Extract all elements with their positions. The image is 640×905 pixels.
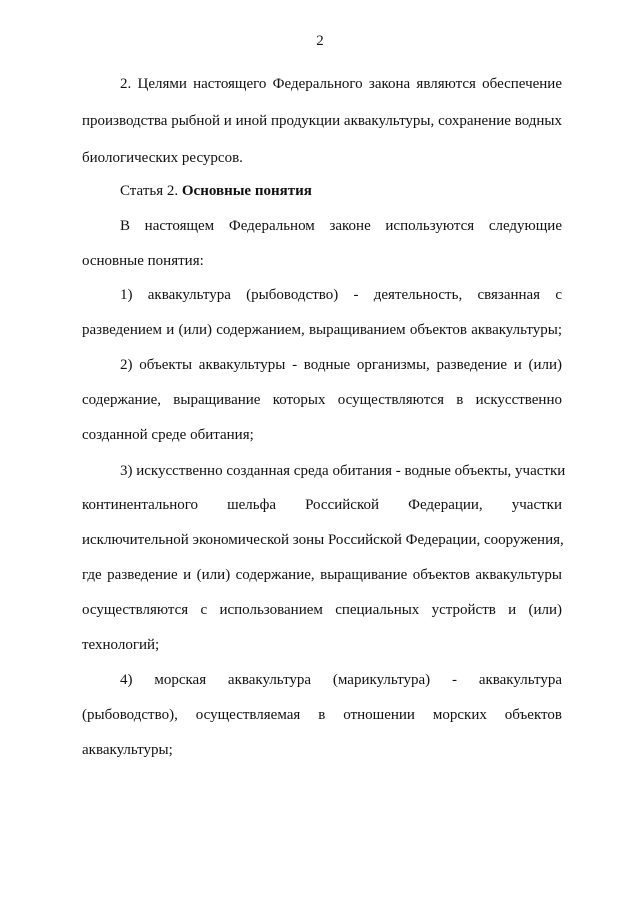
article-prefix: Статья 2. — [120, 183, 179, 199]
definition-line: где разведение и (или) содержание, выращивание объектов аквакультуры — [82, 567, 562, 583]
definition-line: (рыбоводство), осуществляемая в отношении морских объектов — [82, 707, 562, 723]
definition-line: содержание, выращивание которых осуществляются в искусственно — [82, 392, 562, 408]
article-title: Основные понятия — [181, 183, 312, 199]
definition-line: исключительной экономической зоны Российской Федерации, сооружения, — [82, 532, 564, 548]
definition-line: континентального шельфа Российской Федерации, участки — [82, 497, 562, 513]
definition-line: 3) искусственно созданная среда обитания - водные объекты, участки — [120, 463, 566, 479]
definition-line: 1) аквакультура (рыбоводство) - деятельность, связанная с — [120, 287, 562, 303]
page-number: 2 — [316, 33, 324, 49]
definition-line: 4) морская аквакультура (марикультура) - аквакультура — [120, 672, 562, 688]
paragraph-line: биологических ресурсов. — [82, 150, 243, 166]
definition-line: 2) объекты аквакультуры - водные организмы, разведение и (или) — [120, 357, 562, 373]
definition-line: разведением и (или) содержанием, выращиванием объектов аквакультуры; — [82, 322, 562, 338]
definition-line: созданной среде обитания; — [82, 427, 254, 443]
definition-line: технологий; — [82, 637, 160, 653]
paragraph-line: производства рыбной и иной продукции аквакультуры, сохранение водных — [82, 113, 562, 129]
paragraph-line: В настоящем Федеральном законе используются следующие — [120, 218, 562, 234]
paragraph-line: основные понятия: — [82, 253, 204, 269]
definition-line: аквакультуры; — [82, 742, 173, 758]
definition-line: осуществляются с использованием специальных устройств и (или) — [82, 602, 562, 618]
article-heading — [120, 182, 562, 200]
paragraph-line: 2. Целями настоящего Федерального закона являются обеспечение — [120, 76, 562, 92]
